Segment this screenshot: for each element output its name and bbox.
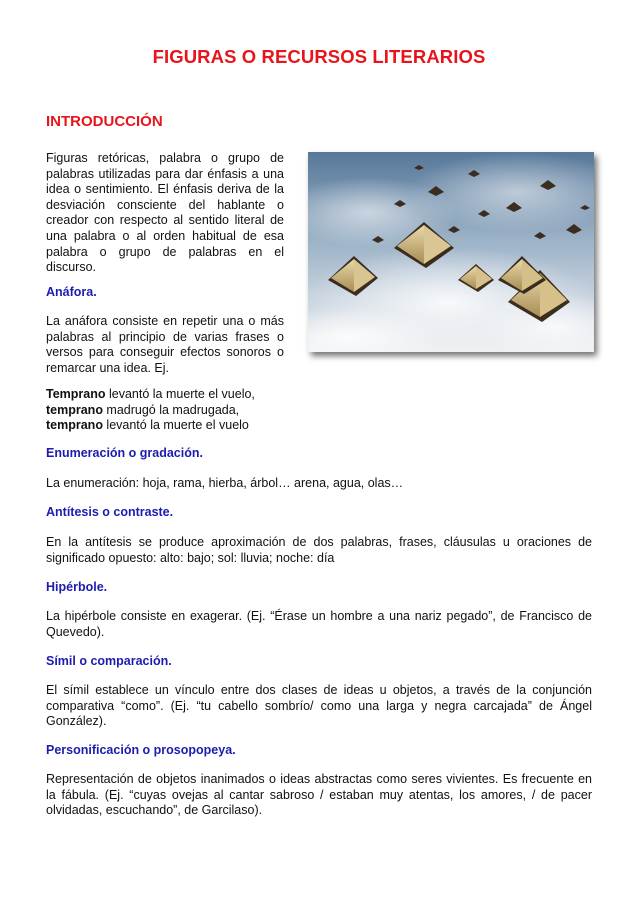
simil-paragraph: El símil establece un vínculo entre dos clases de ideas u objetos, a través de la conjunción comparativa “como”. (Ej. “tu cabello sombrío/ como una larga y negra carcajada” de Ángel González). <box>46 683 592 729</box>
poem-line: temprano levantó la muerte el vuelo <box>46 418 249 433</box>
section-heading-simil: Símil o comparación. <box>46 654 172 668</box>
flying-books-illustration <box>308 152 594 352</box>
section-heading-introduccion: INTRODUCCIÓN <box>46 113 163 130</box>
section-heading-personificacion: Personificación o prosopopeya. <box>46 743 236 757</box>
poem-line: temprano madrugó la madrugada, <box>46 402 240 417</box>
enumeracion-paragraph: La enumeración: hoja, rama, hierba, árbol… arena, agua, olas… <box>46 476 404 490</box>
flying-books-image <box>308 152 594 352</box>
anafora-poem <box>46 387 255 434</box>
anafora-paragraph: La anáfora consiste en repetir una o más palabras al principio de varias frases o versos para conseguir efectos sonoros o remarcar una idea. Ej. <box>46 314 284 375</box>
section-heading-antitesis: Antítesis o contraste. <box>46 505 174 519</box>
poem-line: Temprano levantó la muerte el vuelo, <box>46 387 255 401</box>
section-heading-hiperbole: Hipérbole. <box>46 580 108 594</box>
intro-paragraph: Figuras retóricas, palabra o grupo de palabras utilizadas para dar énfasis a una idea o sentimiento. El énfasis deriva de la desviación consciente del hablante o creador con respecto al sentido literal de una palabra o al orden habitual de esa palabra o grupo de palabras en el discurso. <box>46 151 284 275</box>
personificacion-paragraph: Representación de objetos inanimados o ideas abstractas como seres vivientes. Es frecuente en la fábula. (Ej. “cuyas ovejas al cantar sabroso / estaban muy atentas, los amores, / de pacer olvidadas, escuchando”, de Garcilaso). <box>46 772 592 818</box>
antitesis-paragraph: En la antítesis se produce aproximación de dos palabras, frases, cláusulas u oraciones de significado opuesto: alto: bajo; sol: lluvia; noche: día <box>46 535 592 565</box>
section-heading-anafora: Anáfora. <box>46 285 97 299</box>
section-heading-enumeracion: Enumeración o gradación. <box>46 446 203 460</box>
hiperbole-paragraph: La hipérbole consiste en exagerar. (Ej. “Érase un hombre a una nariz pegado”, de Francisco de Quevedo). <box>46 609 592 639</box>
page-title: FIGURAS O RECURSOS LITERARIOS <box>152 46 486 67</box>
